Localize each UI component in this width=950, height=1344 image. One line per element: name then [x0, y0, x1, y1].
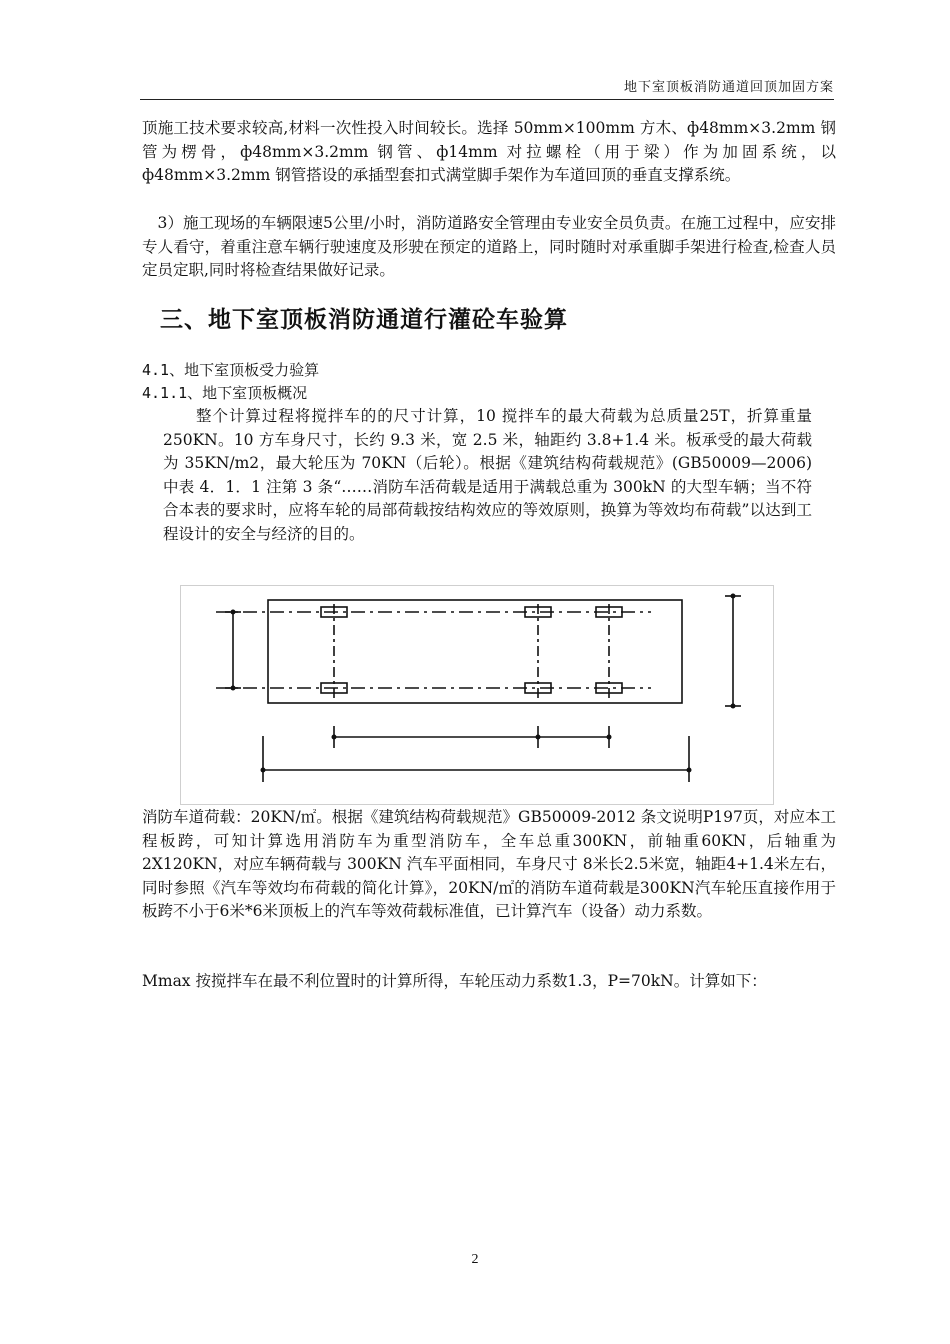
section-heading: 三、地下室顶板消防通道行灌砼车验算	[160, 307, 568, 333]
paragraph-site-safety: 3）施工现场的车辆限速5公里/小时，消防道路安全管理由专业安全员负责。在施工过程中，应安排专人看守，着重注意车辆行驶速度及形驶在预定的道路上，同时随时对承重脚手架进行检查,检查人员定员定职,同时将检查结果做好记录。	[142, 214, 836, 279]
paragraph-fire-lane-load: 消防车道荷载：20KN/㎡。根据《建筑结构荷载规范》GB50009-2012 条文说明P197页，对应本工程板跨，可知计算选用消防车为重型消防车，全车总重300KN，前轴重60KN，后轴重为 2X120KN，对应车辆荷载与 300KN 汽车平面相同，车身尺寸 8米长2.5米宽，轴距4+1.4米左右，同时参照《汽车等效均布荷载的简化计算》，20KN/㎡的消防车道荷载是300KN汽车轮压直接作用于板跨不小于6米*6米顶板上的汽车等效荷载标准值，已计算汽车（设备）动力系数。	[142, 808, 836, 920]
paragraph-mixer-truck-text: 整个计算过程将搅拌车的的尺寸计算，10 搅拌车的最大荷载为总质量25T，折算重量 250KN。10 方车身尺寸，长约 9.3 米，宽 2.5 米，轴距约 3.8+1.4 米。板承受的最大荷载为 35KN/m2，最大轮压为 70KN（后轮）。根据《建筑结构荷载规范》(GB50009—2006)中表 4．1．1 注第 3 条“……消防车活荷载是适用于满载总重为 300kN 的大型车辆；当不符合本表的要求时，应将车轮的局部荷载按结构效应的等效原则，换算为等效均布荷载”以达到工程设计的安全与经济的目的。	[163, 407, 812, 543]
paragraph-mmax-calc: Mmax 按搅拌车在最不利位置时的计算所得，车轮压动力系数1.3，P=70kN。计算如下：	[142, 972, 767, 990]
header-rule	[140, 99, 834, 100]
subheading-4-1: 4.1、地下室顶板受力验算	[142, 361, 320, 379]
running-header: 地下室顶板消防通道回顶加固方案	[623, 80, 834, 95]
truck-wheel-layout-diagram	[180, 585, 774, 805]
subheading-4-1-1: 4.1.1、地下室顶板概况	[142, 384, 308, 402]
page-number: 2	[471, 1252, 479, 1267]
paragraph-reinforcement-system: 顶施工技术要求较高,材料一次性投入时间较长。选择 50mm×100mm 方木、ф48mm×3.2mm 钢管为楞骨，ф48mm×3.2mm 钢管、ф14mm 对拉螺栓（用于梁）作为加固系统，以ф48mm×3.2mm 钢管搭设的承插型套扣式满堂脚手架作为车道回顶的垂直支撑系统。	[142, 119, 836, 184]
wheel-layout-svg	[181, 586, 773, 804]
paragraph-mixer-truck-load	[163, 405, 812, 546]
